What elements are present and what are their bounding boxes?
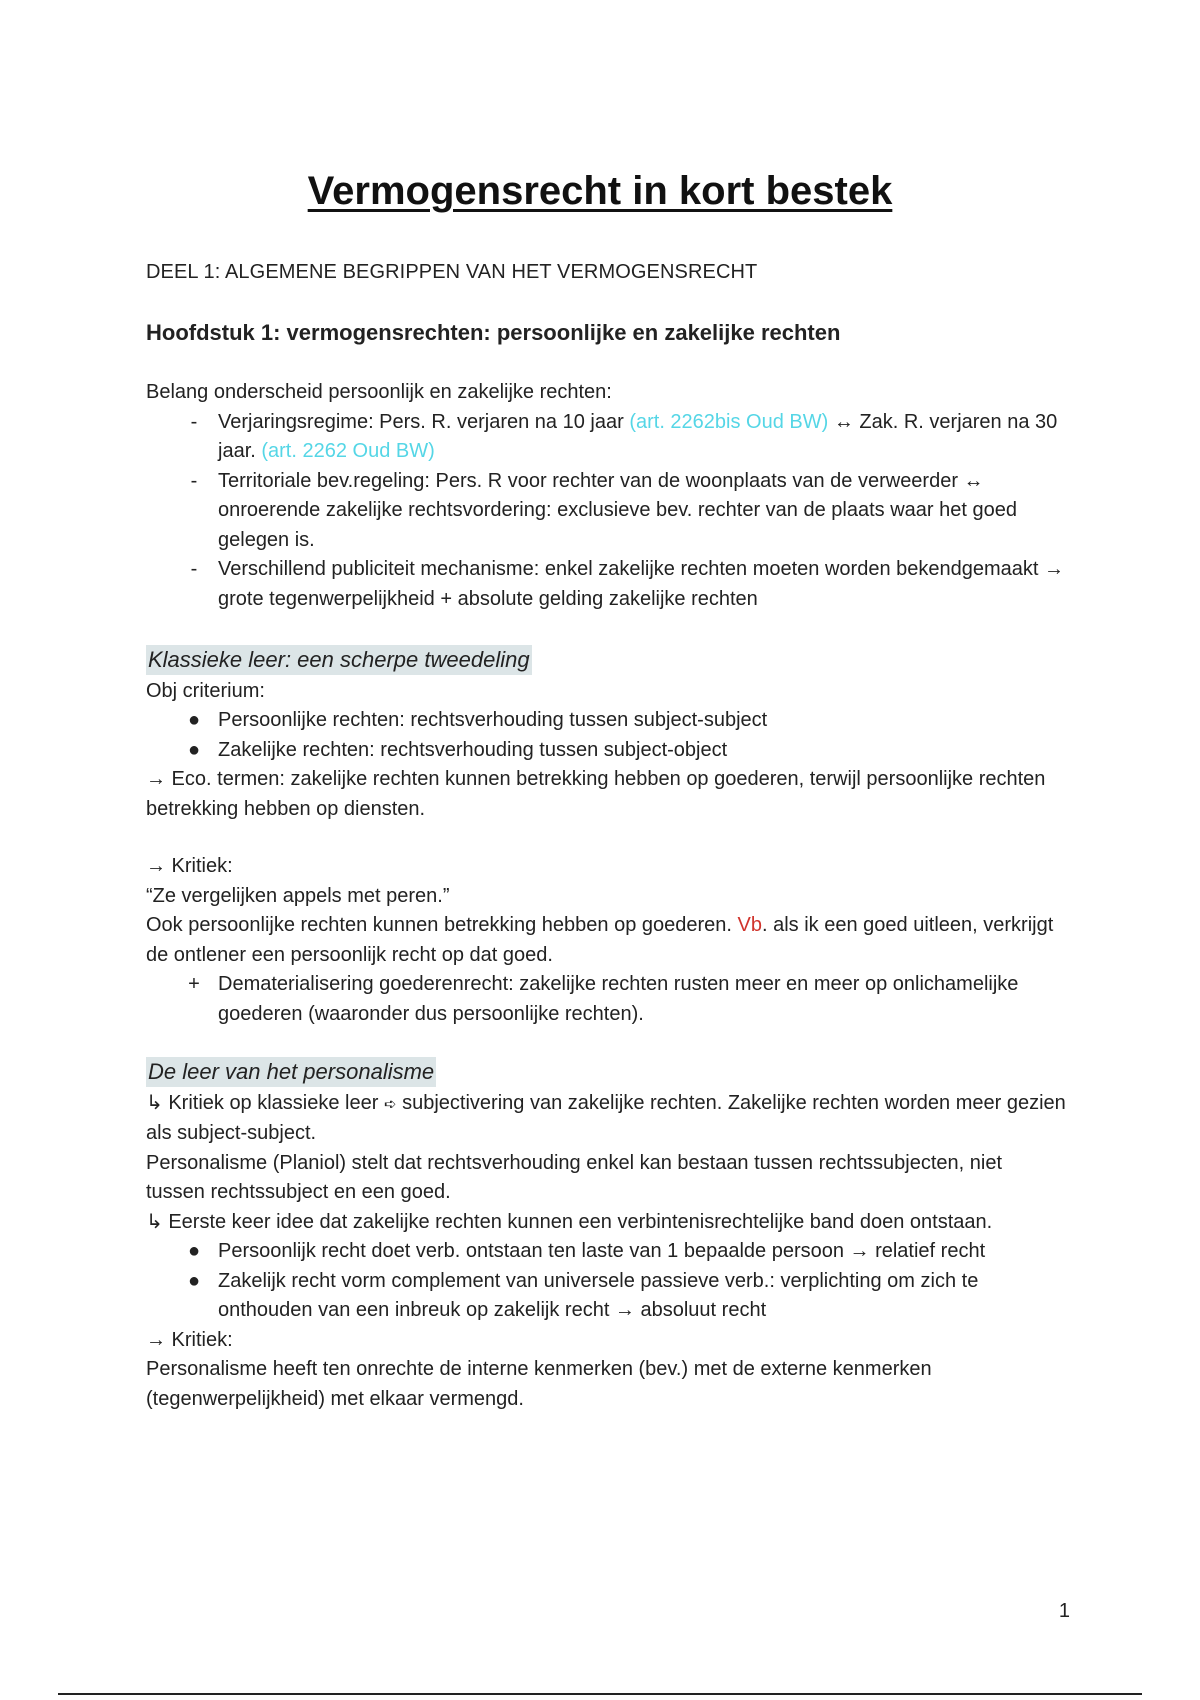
intro-list: [146, 408, 1066, 615]
list-item: [146, 1237, 1066, 1267]
plus-list: [146, 970, 1066, 1029]
document-body: [146, 258, 1066, 1414]
classic-list: [146, 706, 1066, 765]
dash-bullet: -: [190, 558, 198, 580]
kritiek-paragraph: Personalisme heeft ten onrechte de interne kenmerken (bev.) met de externe kenmerken (tegenwerpelijkheid) met elkaar vermengd.: [146, 1358, 932, 1410]
paragraph-text: ↳ Kritiek op klassieke leer: [146, 1091, 384, 1114]
eco-paragraph: → Eco. termen: zakelijke rechten kunnen betrekking hebben op goederen, terwijl persoonlijke rechten betrekking hebben op diensten.: [146, 768, 1046, 820]
dot-bullet: ●: [187, 1240, 201, 1262]
item-text: Verjaringsregime: Pers. R. verjaren na 10 jaar: [218, 410, 630, 433]
dot-bullet: ●: [187, 738, 201, 761]
ook-paragraph: [146, 911, 1066, 970]
personalism-paragraph-1: [146, 1089, 1066, 1149]
list-item: [146, 1267, 1066, 1326]
list-item: [146, 706, 1066, 736]
dash-bullet: -: [190, 469, 198, 492]
dot-bullet: ●: [187, 1269, 201, 1292]
item-text: Zakelijke rechten: rechtsverhouding tussen subject-object: [218, 738, 728, 761]
kritiek-label: → Kritiek:: [146, 1328, 233, 1351]
part-heading: DEEL 1: ALGEMENE BEGRIPPEN VAN HET VERMOGENSRECHT: [146, 261, 758, 283]
list-item: [146, 408, 1066, 467]
chapter-heading: Hoofdstuk 1: vermogensrechten: persoonlijke en zakelijke rechten: [146, 319, 841, 345]
intro-lead: Belang onderscheid persoonlijk en zakelijke rechten:: [146, 381, 612, 403]
item-text: Territoriale bev.regeling: Pers. R voor rechter van de woonplaats van de verweerder ↔ onroerende zakelijke rechtsvordering: exclusieve bev. rechter van de plaats waar het goed gelegen is.: [218, 469, 1017, 551]
paragraph-text: Ook persoonlijke rechten kunnen betrekking hebben op goederen.: [146, 914, 738, 936]
item-text: Persoonlijk recht doet verb. ontstaan ten laste van 1 bepaalde persoon → relatief recht: [218, 1240, 986, 1262]
paragraph-text: . als ik een goed uitleen, verkrijgt de ontlener een persoonlijk recht op dat goed.: [146, 914, 1054, 966]
page-number: 1: [1058, 1600, 1070, 1622]
plus-bullet: +: [188, 973, 200, 995]
arrow-icon: ➪: [383, 1095, 397, 1113]
criterium-label: Obj criterium:: [146, 679, 265, 702]
section-heading-classic: Klassieke leer: een scherpe tweedeling: [146, 645, 532, 675]
item-text: Persoonlijke rechten: rechtsverhouding tussen subject-subject: [218, 709, 768, 731]
dash-bullet: -: [190, 410, 198, 433]
personalism-paragraph-2: Personalisme (Planiol) stelt dat rechtsverhouding enkel kan bestaan tussen rechtssubjecten, niet tussen rechtssubject en een goed.: [146, 1151, 1003, 1203]
item-text: Verschillend publiciteit mechanisme: enkel zakelijke rechten moeten worden bekendgemaakt → grote tegenwerpelijkheid + absolute gelding zakelijke rechten: [218, 558, 1065, 610]
personalism-paragraph-3: ↳ Eerste keer idee dat zakelijke rechten kunnen een verbintenisrechtelijke band doen ontstaan.: [146, 1210, 993, 1233]
document-title: Vermogensrecht in kort bestek: [307, 168, 893, 213]
legal-reference: (art. 2262bis Oud BW): [629, 410, 829, 433]
section-heading-personalism: De leer van het personalisme: [146, 1057, 436, 1087]
item-text: Dematerialisering goederenrecht: zakelijke rechten rusten meer en meer op onlichamelijke goederen (waaronder dus persoonlijke rechten).: [218, 973, 1019, 1025]
personalism-list: [146, 1237, 1066, 1326]
legal-reference: (art. 2262 Oud BW): [261, 440, 435, 462]
item-text: Zakelijk recht vorm complement van universele passieve verb.: verplichting om zich te onthouden van een inbreuk op zakelijk recht → absoluut recht: [218, 1269, 979, 1321]
item-text: ↔ Zak. R. verjaren na 30 jaar.: [218, 410, 1058, 462]
dot-bullet: ●: [187, 709, 201, 731]
quote: “Ze vergelijken appels met peren.”: [146, 884, 450, 907]
list-item: [146, 970, 1066, 1029]
list-item: [146, 736, 1066, 766]
page-bottom-rule: [58, 1693, 1142, 1695]
kritiek-label: → Kritiek:: [146, 855, 233, 877]
paragraph-text: subjectivering van zakelijke rechten. Zakelijke rechten worden meer gezien als subject-subject.: [146, 1091, 1066, 1144]
example-marker: Vb: [737, 914, 762, 936]
list-item: [146, 555, 1066, 614]
list-item: [146, 467, 1066, 556]
